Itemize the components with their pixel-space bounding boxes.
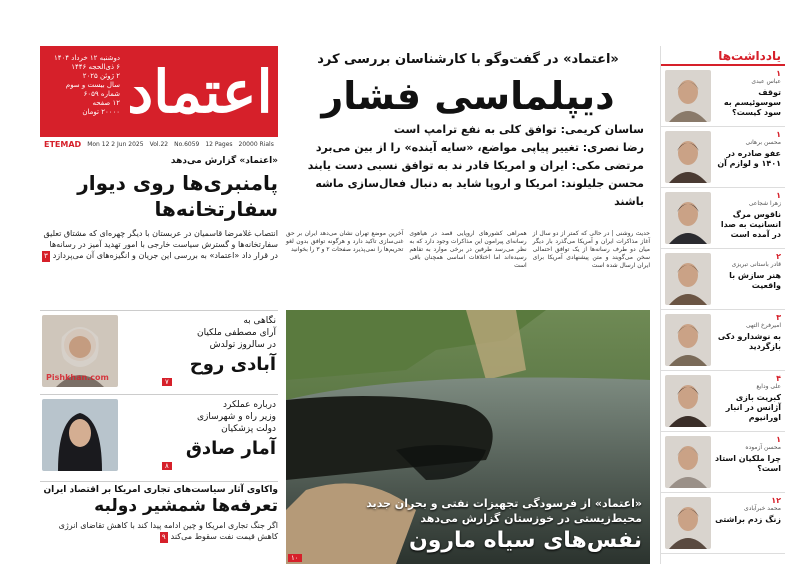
bar-price: 20000 Rials bbox=[238, 140, 274, 148]
issue-hijri-date: ۶ ذی‌الحجه ۱۴۴۶ bbox=[71, 63, 120, 71]
notes-title: یادداشت‌ها bbox=[661, 46, 785, 66]
photo-caption bbox=[342, 496, 642, 556]
issue-number: شماره ۶۰۵۹ bbox=[83, 90, 120, 98]
note-item[interactable] bbox=[661, 127, 785, 188]
note-meta bbox=[713, 435, 781, 474]
note-author: زهرا شجاعی bbox=[748, 200, 781, 207]
profile-line: در سالروز تولدش bbox=[209, 340, 276, 350]
story-kicker: واکاوی آثار سیاست‌های تجاری امریکا بر اقتصاد ایران bbox=[43, 485, 278, 495]
note-item[interactable] bbox=[661, 249, 785, 310]
issue-info bbox=[46, 54, 120, 117]
note-page-number: ۱۲ bbox=[771, 496, 781, 505]
masthead bbox=[40, 46, 278, 151]
note-meta bbox=[713, 374, 781, 423]
note-item[interactable] bbox=[661, 66, 785, 127]
story-kicker: «اعتماد» گزارش می‌دهد bbox=[170, 156, 278, 166]
profile-line: وزیر راه و شهرسازی bbox=[197, 412, 276, 422]
lead-kicker: «اعتماد» در گفت‌وگو با کارشناسان بررسی کرد bbox=[317, 52, 619, 67]
note-page-number: ۱ bbox=[776, 130, 781, 139]
note-meta bbox=[713, 69, 781, 118]
author-portrait bbox=[665, 131, 711, 183]
subhead: ساسان کریمی: توافق کلی به نفع ترامپ است bbox=[393, 123, 644, 136]
profile-line: آرای مصطفی ملکیان bbox=[196, 328, 276, 338]
note-page-number: ۲ bbox=[776, 252, 781, 261]
note-title: به نوشدارو دکی بازگردید bbox=[717, 332, 781, 351]
body-column: حدیث روشنی | در حالی که کمتر از دو سال از آغاز مذاکرات ایران و آمریکا می‌گذرد بار دیگر میان دو طرف رسانه‌ها از یک توافق احتمالی سخن می‌گویند و متن پیشنهادی آمریکا برای ایران ارسال شده است bbox=[532, 230, 650, 269]
note-title: زنگ زدم براشتی bbox=[715, 515, 781, 524]
story-headline: تعرفه‌ها شمشیر دولبه bbox=[94, 496, 278, 516]
note-title: عفو صادره در ۱۴۰۱ و لوازم آن bbox=[717, 149, 781, 168]
story-road-minister[interactable] bbox=[40, 394, 278, 474]
notes-list bbox=[661, 66, 785, 554]
note-item[interactable] bbox=[661, 310, 785, 371]
note-page-number: ۱ bbox=[776, 69, 781, 78]
brand-latin: ETEMAD bbox=[44, 139, 82, 149]
author-portrait bbox=[665, 314, 711, 366]
note-page-number: ۱ bbox=[776, 191, 781, 200]
story-tariffs[interactable] bbox=[40, 481, 278, 564]
minister-portrait bbox=[42, 399, 118, 471]
caption-kicker: «اعتماد» از فرسودگی تجهیزات نفتی و بحران جدید محیط‌زیستی در خوزستان گزارش می‌دهد bbox=[366, 497, 642, 525]
note-author: محسن آزموده bbox=[745, 444, 781, 451]
author-portrait bbox=[665, 70, 711, 122]
note-title: چرا ملکیان استاد است؟ bbox=[714, 454, 781, 473]
profile-line: دولت پزشکیان bbox=[221, 424, 276, 434]
body-column: آخرین موضع تهران نشان می‌دهد ایران بر حق غنی‌سازی تاکید دارد و هرگونه توافق بدون لغو تحریم‌ها را نمی‌پذیرد صفحات ۲ و ۳ را بخوانید bbox=[286, 230, 404, 253]
note-author: قادر باستانی تبریزی bbox=[731, 261, 781, 268]
issue-year: سال بیست و سوم bbox=[65, 81, 120, 89]
note-title: کبریت بازی آژانس در انبار اورانیوم bbox=[725, 393, 781, 422]
etemad-logo: اعتماد bbox=[127, 58, 273, 126]
lead-body bbox=[286, 230, 650, 310]
story-headline: پامنبری‌ها روی دیوار سفارتخانه‌ها bbox=[77, 171, 278, 221]
profile-line: نگاهی به bbox=[243, 316, 276, 326]
note-page-number: ۳ bbox=[776, 313, 781, 322]
lead-story bbox=[286, 44, 650, 564]
subhead: محسن جلیلوند: امریکا و اروپا شاید به دنبال فعال‌سازی ماشه باشند bbox=[315, 177, 644, 208]
profile-text bbox=[126, 399, 276, 461]
note-author: عباس عبدی bbox=[751, 78, 781, 85]
bar-vol: Vol.22 bbox=[149, 140, 169, 148]
body-column: همراهی کشورهای اروپایی قصد در هیاهوی رسانه‌ای پیرامون این مذاکرات وجود دارد که به نظر می‌رسد طرفین در برخی موارد به تفاهم رسیده‌اند اما اختلافات اساسی همچنان باقی است bbox=[409, 230, 527, 269]
notes-column bbox=[660, 46, 785, 564]
story-embassies[interactable] bbox=[40, 156, 278, 306]
note-meta bbox=[713, 252, 781, 291]
note-author: محسن برهانی bbox=[745, 139, 781, 146]
page-badge: ۹ bbox=[161, 533, 166, 541]
story-lede: اگر جنگ تجاری امریکا و چین ادامه پیدا کند با کاهش تقاضای انرژی کاهش قیمت نفت سقوط می‌کند۹ bbox=[58, 521, 278, 541]
note-author: محمد خبرآبادی bbox=[744, 505, 781, 512]
caption-title: نفس‌های سیاه مارون bbox=[408, 528, 642, 553]
author-portrait bbox=[665, 192, 711, 244]
issue-price: ۲۰۰۰۰ تومان bbox=[82, 108, 120, 116]
note-item[interactable] bbox=[661, 371, 785, 432]
profile-text bbox=[126, 315, 276, 377]
note-meta bbox=[713, 496, 781, 525]
page-badge: ۳ bbox=[43, 252, 48, 260]
profile-headline: آبادی روح bbox=[189, 354, 276, 375]
author-portrait bbox=[665, 436, 711, 488]
lead-headline[interactable]: دیپلماسی فشار bbox=[321, 74, 615, 118]
pishkhan-watermark: Pishkhan.com bbox=[46, 373, 109, 382]
page-badge: ۸ bbox=[162, 462, 172, 470]
author-portrait bbox=[665, 375, 711, 427]
lead-subheads bbox=[286, 121, 650, 211]
note-item[interactable] bbox=[661, 493, 785, 554]
author-portrait bbox=[665, 253, 711, 305]
note-meta bbox=[713, 130, 781, 169]
masthead-bar bbox=[40, 135, 278, 151]
issue-gregorian-date: ۲ ژوئن ۲۰۲۵ bbox=[82, 72, 120, 80]
bar-pages: 12 Pages bbox=[205, 140, 233, 148]
author-portrait bbox=[665, 497, 711, 549]
maroon-river-photo[interactable] bbox=[286, 310, 650, 564]
issue-pages: ۱۲ صفحه bbox=[92, 99, 120, 107]
note-title: توقف سوسوئیسم به سود کیست؟ bbox=[723, 88, 781, 117]
note-page-number: ۱ bbox=[776, 435, 781, 444]
story-malekian[interactable] bbox=[40, 310, 278, 390]
story-lede: انتصاب غلامرضا قاسمیان در عربستان با دیگر چهره‌ای که مشتاق تعلیق سفارتخانه‌ها و گسترش سیاست خارجی با امور تهدید آمیز در رسانه‌ها در قرار داد «اعتماد» به بررسی این جریان و انگیزه‌های آن می‌پردازد۳ bbox=[43, 229, 278, 260]
note-author: امیرفرخ التهی bbox=[745, 322, 781, 329]
note-title: ناقوس مرگ انسانیت به صدا در آمده است bbox=[720, 210, 781, 239]
note-title: هنر سازش با واقعیت bbox=[729, 271, 781, 290]
bar-no: No.6059 bbox=[174, 140, 200, 148]
page-badge: ۷ bbox=[162, 378, 172, 386]
note-meta bbox=[713, 191, 781, 240]
issue-date: دوشنبه ۱۲ خرداد ۱۴۰۴ bbox=[54, 54, 120, 62]
bar-date: Mon 12 2 Jun 2025 bbox=[87, 140, 144, 148]
newspaper-front-page bbox=[40, 44, 785, 564]
page-badge: ۱۰ bbox=[288, 554, 302, 562]
note-meta bbox=[713, 313, 781, 352]
note-item[interactable] bbox=[661, 188, 785, 249]
note-page-number: ۴ bbox=[776, 374, 781, 383]
subhead: رضا نصری: تغییر پیاپی مواضع، «سایه آینده» را از بین می‌برد bbox=[315, 141, 644, 154]
note-item[interactable] bbox=[661, 432, 785, 493]
subhead: مرتضی مکی: ایران و امریکا قادر ند به توافق نسبی دست یابند bbox=[307, 159, 644, 172]
profile-line: درباره عملکرد bbox=[222, 400, 276, 410]
profile-headline: آمار صادق bbox=[185, 438, 276, 459]
note-author: علی ودایع bbox=[756, 383, 781, 390]
